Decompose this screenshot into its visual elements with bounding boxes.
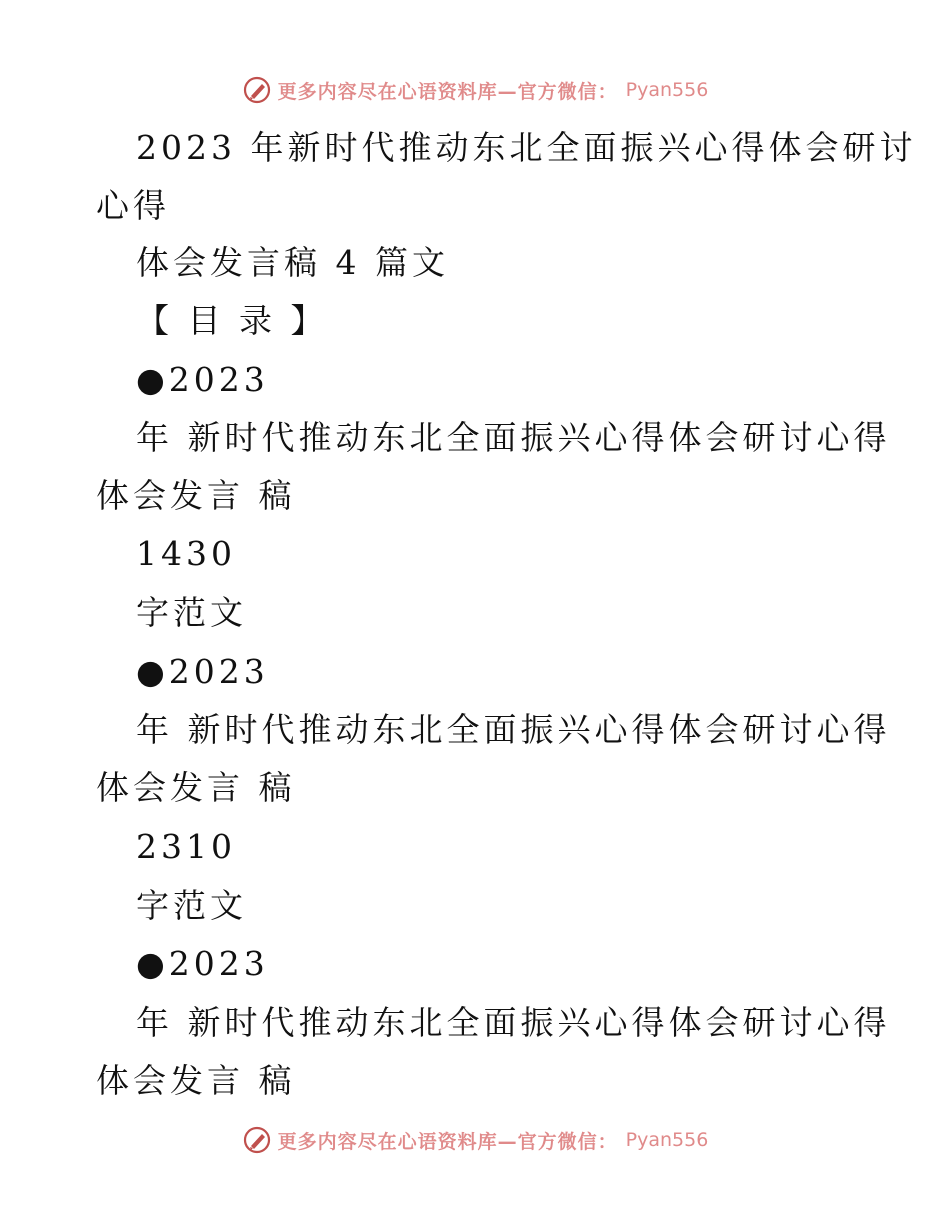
toc-heading: 【 目 录 】: [136, 301, 328, 340]
toc-item-2-count: 2310: [136, 827, 236, 866]
doc-title-line-1: 2023 年新时代推动东北全面振兴心得体会研讨: [136, 128, 917, 167]
toc-item-1-line-a: 年 新时代推动东北全面振兴心得体会研讨心得: [136, 418, 891, 457]
watermark-account: Pyan556: [625, 79, 709, 101]
toc-item-1-suffix: 字范文: [136, 593, 247, 632]
toc-item-1-line-b: 体会发言 稿: [96, 476, 296, 515]
toc-item-2-line-a: 年 新时代推动东北全面振兴心得体会研讨心得: [136, 710, 891, 749]
toc-item-2-line-b: 体会发言 稿: [96, 768, 296, 807]
pen-logo-icon: [242, 1125, 272, 1155]
toc-item-3-line-a: 年 新时代推动东北全面振兴心得体会研讨心得: [136, 1003, 891, 1042]
toc-item-1-count: 1430: [136, 534, 236, 573]
toc-item-2-bullet: ●2023: [136, 652, 269, 691]
footer-watermark: [0, 1120, 950, 1160]
doc-subtitle: 体会发言稿 4 篇文: [136, 243, 449, 282]
toc-item-3-line-b: 体会发言 稿: [96, 1061, 296, 1100]
doc-title-line-2: 心得: [96, 186, 170, 225]
watermark-account: Pyan556: [625, 1129, 709, 1151]
pen-logo-icon: [242, 75, 272, 105]
watermark-text: 更多内容尽在心语资料库—官方微信：: [277, 80, 618, 103]
header-watermark: [0, 70, 950, 110]
toc-item-1-bullet: ●2023: [136, 360, 269, 399]
watermark-text: 更多内容尽在心语资料库—官方微信：: [277, 1130, 618, 1153]
toc-item-2-suffix: 字范文: [136, 886, 247, 925]
toc-item-3-bullet: ●2023: [136, 944, 269, 983]
